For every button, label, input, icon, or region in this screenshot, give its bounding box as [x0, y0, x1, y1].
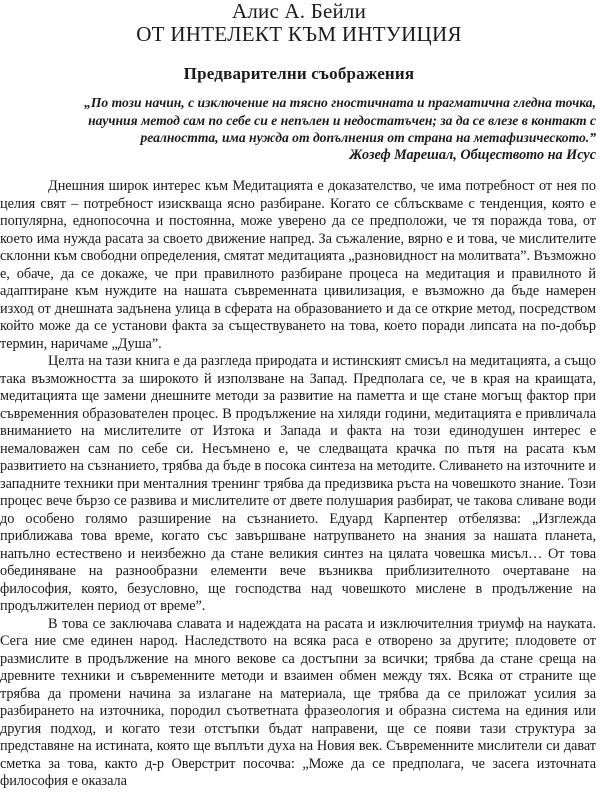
paragraph: В това се заключава славата и надеждата на расата и изключителния триумф на науката. Сега ние сме единен народ. Наследството на всяка раса е отворено за другите; плодовете от размислите в продължение на много векове са достъпни за всички; трябва да стане среща на древните техники и съвременните методи и взаимен обмен между тях. Всяка от страните ще трябва да промени начина за излагане на материала, ще трябва да се приложат усилия за разбирането на източника, породил съответната фразеология и образна система на единия или другия подход, и когато тези отстъпки бъдат направени, ще се появи тази структура за представяне на истината, която ще въплъти духа на Новия век. Съвременните мислители си дават сметка за това, както д-р Оверстрит посочва: „Може да се предполага, че засега източната философия е оказала	[0, 615, 596, 789]
epigraph-quote: „По този начин, с изключение на тясно гностичната и прагматична гледна точка, научния метод сам по себе си е непълен и недостатъчен; за да се влезе в контакт с реалността, има нужда от допълнения от страна на метафизическото.”	[84, 95, 596, 145]
paragraph: Днешния широк интерес към Медитацията е доказателство, че има потребност от нея по целия свят – потребност изискваща ясно разбиране. Когато се сблъскваме с тенденция, която е популярна, еднопосочна и постоянна, може уверено да се предположи, че тя поражда това, от което има нужда расата за своето движение напред. За съжаление, вярно е и това, че мислителите склонни към свободни определения, смятат медитацията „разновидност на молитвата”. Възможно е, обаче, да се докаже, че при правилното разбиране процеса на медитация и правилното й адаптиране към нуждите на нашата съвременната цивилизация, е възможно да бъде намерен изход от днешната задънена улица в сферата на образованието и да се открие метод, посредством който може да се установи факта за съществуването на това, което поради липсата на по-добър термин, наричаме „Душа”.	[0, 178, 596, 352]
author-name: Алис А. Бейли	[231, 0, 367, 23]
paragraph: Целта на тази книга е да разгледа природата и истинският смисъл на медитацията, а също така възможността за широкото й използване на Запад. Предполага се, че в края на краищата, медитацията ще замени днешните методи за развитие на паметта и ще стане могъщ фактор при съвременния образователен процес. В продължение на хиляди години, медитацията е привличала вниманието на мислителите от Изтока и Запада и факта на този единодушен интерес е немаловажен сам по себе си. Несъмнено е, че следващата крачка по пътя на расата към развитието на съзнанието, трябва да бъде в посока синтеза на методите. Сливането на източните и западните техники при менталния тренинг трябва да предизвика ръста на човешкото знание. Този процес вече бързо се развива и мислителите от двете полушария разбират, че такова сливане води до особено голямо разширение на съзнанието. Едуард Карпентер отбелязва: „Изглежда приближава това време, когато със завършване натрупването на знания за нашата планета, напълно естествено и неизбежно да стане великия синтез на цялата човешка мисъл… От това обединяване на разнообразни елементи вече възниква приблизителното очертаване на философия, която, безусловно, ще господства над човешкото мислене в продължение на продължителен период от време”.	[0, 353, 596, 614]
epigraph	[60, 94, 598, 164]
book-title: ОТ ИНТЕЛЕКТ КЪМ ИНТУИЦИЯ	[136, 22, 462, 46]
body-text	[0, 178, 598, 791]
epigraph-source: Жозеф Марешал, Обществото на Исус	[349, 146, 596, 163]
section-title: Предварителни съображения	[183, 64, 415, 83]
